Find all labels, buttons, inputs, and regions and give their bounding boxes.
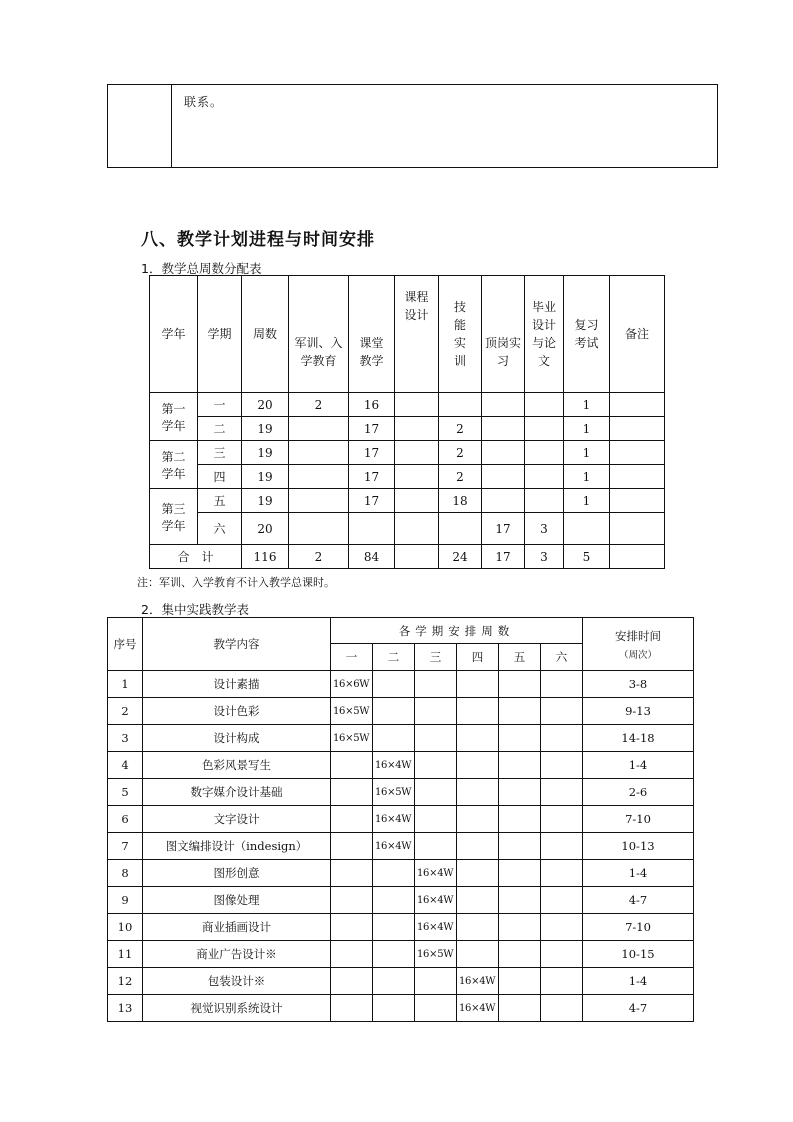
table-row <box>108 779 694 806</box>
header-class-teaching: 课堂 教学 <box>349 276 395 393</box>
term-cell: 五 <box>198 489 242 513</box>
term-empty-cell <box>331 752 373 779</box>
row-content: 视觉识别系统设计 <box>143 995 331 1022</box>
weeks-distribution-table <box>149 275 665 569</box>
skill-cell: 2 <box>439 417 482 441</box>
header-term-3: 三 <box>415 644 457 671</box>
table1-header-row <box>150 276 665 393</box>
term-weeks-cell: 16×6W <box>331 671 373 698</box>
military-cell <box>289 465 349 489</box>
term-weeks-cell: 16×4W <box>415 914 457 941</box>
term-empty-cell <box>541 671 583 698</box>
table-row <box>108 698 694 725</box>
class-cell: 17 <box>349 465 395 489</box>
row-schedule: 10-15 <box>583 941 694 968</box>
class-cell: 17 <box>349 441 395 465</box>
term-empty-cell <box>541 914 583 941</box>
total-remark <box>610 545 665 569</box>
term-empty-cell <box>541 860 583 887</box>
term-weeks-cell: 16×4W <box>373 806 415 833</box>
review-cell: 1 <box>564 417 610 441</box>
total-weeks: 116 <box>242 545 289 569</box>
row-number: 7 <box>108 833 143 860</box>
term-empty-cell <box>373 887 415 914</box>
row-content: 包装设计※ <box>143 968 331 995</box>
term-empty-cell <box>499 941 541 968</box>
table-row <box>108 671 694 698</box>
term-empty-cell <box>373 941 415 968</box>
table1-row <box>150 393 665 417</box>
term-weeks-cell: 16×4W <box>415 887 457 914</box>
term-empty-cell <box>499 968 541 995</box>
table1-title: 1．教学总周数分配表 <box>141 261 262 276</box>
row-content: 图形创意 <box>143 860 331 887</box>
row-content: 设计素描 <box>143 671 331 698</box>
row-schedule: 7-10 <box>583 914 694 941</box>
year-cell-2: 第二 学年 <box>150 441 198 489</box>
row-number: 11 <box>108 941 143 968</box>
term-weeks-cell: 16×4W <box>373 833 415 860</box>
class-cell <box>349 513 395 545</box>
term-weeks-cell: 16×4W <box>457 995 499 1022</box>
term-empty-cell <box>541 995 583 1022</box>
term-cell: 一 <box>198 393 242 417</box>
header-review-exam: 复习 考试 <box>564 276 610 393</box>
row-number: 1 <box>108 671 143 698</box>
row-content: 色彩风景写生 <box>143 752 331 779</box>
term-empty-cell <box>331 968 373 995</box>
term-empty-cell <box>331 779 373 806</box>
term-empty-cell <box>373 698 415 725</box>
thesis-cell <box>525 465 564 489</box>
total-class: 84 <box>349 545 395 569</box>
practice-teaching-table <box>107 617 694 1022</box>
total-label: 合 计 <box>150 545 242 569</box>
weeks-cell: 19 <box>242 417 289 441</box>
term-empty-cell <box>457 833 499 860</box>
header-skill-training: 技 能 实 训 <box>439 276 482 393</box>
header-year: 学年 <box>150 276 198 393</box>
term-empty-cell <box>415 806 457 833</box>
term-weeks-cell: 16×5W <box>331 698 373 725</box>
table-row <box>108 860 694 887</box>
remark-cell <box>610 441 665 465</box>
review-cell: 1 <box>564 465 610 489</box>
continuation-text: 联系。 <box>184 95 224 109</box>
total-skill: 24 <box>439 545 482 569</box>
remark-cell <box>610 417 665 441</box>
term-empty-cell <box>415 995 457 1022</box>
term-empty-cell <box>499 806 541 833</box>
intern-cell <box>482 441 525 465</box>
term-empty-cell <box>457 914 499 941</box>
remark-cell <box>610 393 665 417</box>
total-military: 2 <box>289 545 349 569</box>
intern-cell <box>482 393 525 417</box>
header-terms-title: 各学期安排周数 <box>331 618 583 644</box>
term-empty-cell <box>499 995 541 1022</box>
row-schedule: 7-10 <box>583 806 694 833</box>
term-empty-cell <box>331 860 373 887</box>
row-number: 5 <box>108 779 143 806</box>
thesis-cell <box>525 441 564 465</box>
header-content: 教学内容 <box>143 618 331 671</box>
term-cell: 六 <box>198 513 242 545</box>
term-cell: 四 <box>198 465 242 489</box>
row-schedule: 14-18 <box>583 725 694 752</box>
term-weeks-cell: 16×4W <box>373 752 415 779</box>
header-term-1: 一 <box>331 644 373 671</box>
term-weeks-cell: 16×5W <box>373 779 415 806</box>
row-content: 数字媒介设计基础 <box>143 779 331 806</box>
term-empty-cell <box>499 779 541 806</box>
thesis-cell: 3 <box>525 513 564 545</box>
row-schedule: 10-13 <box>583 833 694 860</box>
military-cell <box>289 417 349 441</box>
header-military: 军训、入 学教育 <box>289 276 349 393</box>
term-empty-cell <box>331 995 373 1022</box>
row-number: 6 <box>108 806 143 833</box>
header-course-design: 课程 设计 <box>395 276 439 393</box>
weeks-cell: 19 <box>242 465 289 489</box>
skill-cell <box>439 513 482 545</box>
term-cell: 三 <box>198 441 242 465</box>
table-row <box>108 968 694 995</box>
header-thesis: 毕业 设计 与论 文 <box>525 276 564 393</box>
weeks-cell: 20 <box>242 393 289 417</box>
skill-cell: 2 <box>439 441 482 465</box>
review-cell <box>564 513 610 545</box>
term-empty-cell <box>457 698 499 725</box>
term-empty-cell <box>541 806 583 833</box>
thesis-cell <box>525 417 564 441</box>
header-no: 序号 <box>108 618 143 671</box>
skill-cell <box>439 393 482 417</box>
term-empty-cell <box>415 671 457 698</box>
term-empty-cell <box>457 779 499 806</box>
header-schedule: 安排时间 （周次） <box>583 618 694 671</box>
table1-row <box>150 513 665 545</box>
term-empty-cell <box>331 833 373 860</box>
row-content: 商业插画设计 <box>143 914 331 941</box>
term-empty-cell <box>457 725 499 752</box>
table-row <box>108 833 694 860</box>
intern-cell <box>482 465 525 489</box>
term-empty-cell <box>499 725 541 752</box>
row-schedule: 1-4 <box>583 752 694 779</box>
table-row <box>108 995 694 1022</box>
row-number: 13 <box>108 995 143 1022</box>
table2-body <box>108 671 694 1022</box>
review-cell: 1 <box>564 489 610 513</box>
total-review: 5 <box>564 545 610 569</box>
header-internship: 顶岗实 习 <box>482 276 525 393</box>
row-content: 图文编排设计（indesign） <box>143 833 331 860</box>
term-empty-cell <box>541 941 583 968</box>
term-empty-cell <box>541 887 583 914</box>
row-schedule: 2-6 <box>583 779 694 806</box>
design-cell <box>395 393 439 417</box>
term-empty-cell <box>541 968 583 995</box>
term-empty-cell <box>415 968 457 995</box>
class-cell: 17 <box>349 489 395 513</box>
table1-row <box>150 465 665 489</box>
table-row <box>108 887 694 914</box>
term-empty-cell <box>457 860 499 887</box>
term-empty-cell <box>373 968 415 995</box>
total-intern: 17 <box>482 545 525 569</box>
thesis-cell <box>525 489 564 513</box>
term-empty-cell <box>373 725 415 752</box>
term-empty-cell <box>499 752 541 779</box>
table1-note: 注：军训、入学教育不计入教学总课时。 <box>137 576 335 589</box>
continuation-box-left-column <box>108 85 172 167</box>
header-term-6: 六 <box>541 644 583 671</box>
row-schedule: 4-7 <box>583 995 694 1022</box>
table-row <box>108 806 694 833</box>
term-empty-cell <box>415 698 457 725</box>
year-cell-3: 第三 学年 <box>150 489 198 545</box>
table1-row <box>150 417 665 441</box>
military-cell <box>289 489 349 513</box>
table-row <box>108 941 694 968</box>
term-empty-cell <box>541 833 583 860</box>
table1-row <box>150 441 665 465</box>
term-empty-cell <box>331 887 373 914</box>
row-content: 文字设计 <box>143 806 331 833</box>
row-content: 图像处理 <box>143 887 331 914</box>
row-number: 3 <box>108 725 143 752</box>
table-row <box>108 725 694 752</box>
header-weeks: 周数 <box>242 276 289 393</box>
term-weeks-cell: 16×4W <box>415 860 457 887</box>
row-schedule: 1-4 <box>583 968 694 995</box>
term-empty-cell <box>457 887 499 914</box>
row-content: 设计色彩 <box>143 698 331 725</box>
row-content: 商业广告设计※ <box>143 941 331 968</box>
term-empty-cell <box>457 806 499 833</box>
design-cell <box>395 513 439 545</box>
row-content: 设计构成 <box>143 725 331 752</box>
term-weeks-cell: 16×4W <box>457 968 499 995</box>
term-empty-cell <box>373 914 415 941</box>
weeks-cell: 20 <box>242 513 289 545</box>
skill-cell: 2 <box>439 465 482 489</box>
term-empty-cell <box>541 698 583 725</box>
row-number: 9 <box>108 887 143 914</box>
term-empty-cell <box>373 671 415 698</box>
term-weeks-cell: 16×5W <box>331 725 373 752</box>
term-empty-cell <box>499 833 541 860</box>
military-cell: 2 <box>289 393 349 417</box>
weeks-cell: 19 <box>242 489 289 513</box>
row-schedule: 9-13 <box>583 698 694 725</box>
design-cell <box>395 465 439 489</box>
table2-title: 2．集中实践教学表 <box>141 602 249 617</box>
row-number: 2 <box>108 698 143 725</box>
class-cell: 16 <box>349 393 395 417</box>
term-empty-cell <box>457 752 499 779</box>
row-schedule: 4-7 <box>583 887 694 914</box>
skill-cell: 18 <box>439 489 482 513</box>
row-number: 4 <box>108 752 143 779</box>
term-empty-cell <box>541 725 583 752</box>
intern-cell <box>482 489 525 513</box>
total-design <box>395 545 439 569</box>
term-empty-cell <box>415 833 457 860</box>
continuation-box <box>107 84 718 168</box>
term-empty-cell <box>499 887 541 914</box>
term-empty-cell <box>499 914 541 941</box>
total-thesis: 3 <box>525 545 564 569</box>
term-empty-cell <box>499 671 541 698</box>
term-weeks-cell: 16×5W <box>415 941 457 968</box>
thesis-cell <box>525 393 564 417</box>
table-row <box>108 752 694 779</box>
class-cell: 17 <box>349 417 395 441</box>
term-empty-cell <box>499 698 541 725</box>
term-empty-cell <box>415 752 457 779</box>
row-schedule: 1-4 <box>583 860 694 887</box>
table2-header-row-1 <box>108 618 694 644</box>
header-term-5: 五 <box>499 644 541 671</box>
remark-cell <box>610 465 665 489</box>
term-empty-cell <box>541 752 583 779</box>
header-term-4: 四 <box>457 644 499 671</box>
military-cell <box>289 441 349 465</box>
term-empty-cell <box>331 914 373 941</box>
header-remark: 备注 <box>610 276 665 393</box>
row-number: 8 <box>108 860 143 887</box>
design-cell <box>395 417 439 441</box>
design-cell <box>395 489 439 513</box>
term-cell: 二 <box>198 417 242 441</box>
remark-cell <box>610 513 665 545</box>
row-number: 10 <box>108 914 143 941</box>
term-empty-cell <box>331 806 373 833</box>
term-empty-cell <box>415 779 457 806</box>
table-row <box>108 914 694 941</box>
section-heading: 八、教学计划进程与时间安排 <box>141 230 375 250</box>
term-empty-cell <box>373 995 415 1022</box>
term-empty-cell <box>457 941 499 968</box>
remark-cell <box>610 489 665 513</box>
design-cell <box>395 441 439 465</box>
intern-cell: 17 <box>482 513 525 545</box>
row-schedule: 3-8 <box>583 671 694 698</box>
table1-row <box>150 489 665 513</box>
review-cell: 1 <box>564 441 610 465</box>
header-term: 学期 <box>198 276 242 393</box>
term-empty-cell <box>457 671 499 698</box>
intern-cell <box>482 417 525 441</box>
review-cell: 1 <box>564 393 610 417</box>
term-empty-cell <box>541 779 583 806</box>
table1-total-row <box>150 545 665 569</box>
year-cell-1: 第一 学年 <box>150 393 198 441</box>
row-number: 12 <box>108 968 143 995</box>
header-term-2: 二 <box>373 644 415 671</box>
weeks-cell: 19 <box>242 441 289 465</box>
term-empty-cell <box>499 860 541 887</box>
term-empty-cell <box>415 725 457 752</box>
military-cell <box>289 513 349 545</box>
term-empty-cell <box>373 860 415 887</box>
term-empty-cell <box>331 941 373 968</box>
